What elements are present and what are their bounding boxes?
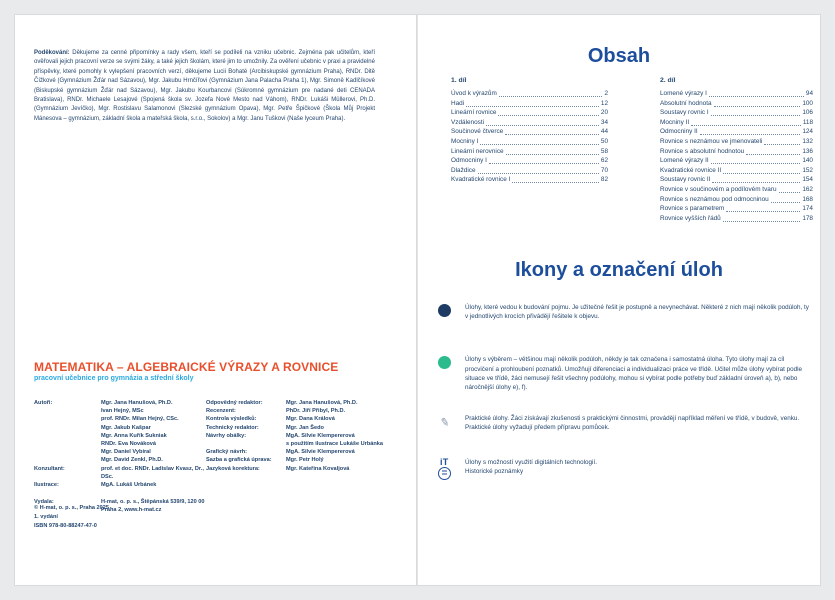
credit-label: Konzultant: — [34, 465, 65, 472]
credits-column-left — [34, 399, 206, 515]
credit-row — [34, 432, 206, 440]
toc-entry-page-number: 136 — [802, 147, 813, 155]
credit-row — [34, 448, 206, 456]
toc-dot-leader — [499, 96, 603, 97]
toc-column-1-title: 1. díl — [451, 77, 467, 84]
toc-entry — [451, 99, 608, 109]
toc-entry-label: Rovnice s parametrem — [660, 205, 725, 213]
icon-legend-row — [438, 458, 812, 467]
concept-task-circle-icon — [438, 304, 451, 317]
toc-entry-label: Mocniny I — [451, 137, 479, 145]
toc-entry-page-number: 124 — [802, 128, 813, 136]
toc-dot-leader — [764, 144, 800, 145]
icons-legend-list — [438, 303, 812, 480]
credits-column-right — [206, 399, 406, 473]
toc-entry-label: Rovnice s neznámou pod odmocninou — [660, 195, 769, 203]
credit-row — [34, 424, 206, 432]
history-scroll-icon: ≣ — [438, 467, 451, 480]
icon-legend-row — [438, 414, 812, 432]
toc-entry-page-number: 12 — [600, 99, 608, 107]
credit-label: Kontrola výsledků: — [206, 416, 257, 423]
toc-entry-label: Soustavy rovnic I — [660, 109, 709, 117]
page-right — [417, 14, 821, 586]
book-title: MATEMATIKA – ALGEBRAICKÉ VÝRAZY A ROVNICE — [34, 360, 339, 374]
toc-entry-label: Lineární rovnice — [451, 109, 497, 117]
credit-value: Mgr. Jana Hanušová, Ph.D. — [286, 400, 358, 406]
choice-task-circle-icon — [438, 356, 451, 369]
toc-dot-leader — [691, 125, 801, 126]
toc-entry-label: Mocniny II — [660, 118, 690, 126]
toc-entry-page-number: 70 — [600, 166, 608, 174]
credit-row — [206, 424, 406, 432]
toc-dot-leader — [480, 144, 599, 145]
credit-label — [34, 407, 101, 415]
toc-entry — [660, 137, 813, 147]
toc-entry-page-number: 50 — [600, 137, 608, 145]
toc-column-2 — [660, 77, 813, 223]
imprint-line: ISBN 978-80-88247-47-0 — [34, 523, 97, 529]
toc-entry-page-number: 34 — [600, 118, 608, 126]
toc-entry — [660, 195, 813, 205]
toc-entry-label: Rovnice vyšších řádů — [660, 214, 721, 222]
acknowledgment-label: Poděkování: — [34, 50, 70, 56]
toc-entry — [451, 166, 608, 176]
toc-dot-leader — [486, 125, 599, 126]
credit-label: Návrhy obálky: — [206, 432, 247, 439]
toc-entry-page-number: 118 — [802, 118, 813, 126]
icon-legend-text: Praktické úlohy. Žáci získávají zkušenosti s praktickými činnostmi, provádějí například měření ve třídě, v budově, venku. Praktické úlohy vyžadují předem přípravu pomůcek. — [465, 415, 800, 432]
credit-value: Mgr. Jan Šedo — [286, 424, 324, 431]
icon-cell — [438, 467, 465, 480]
icon-legend-row — [438, 303, 812, 321]
icon-legend-text: Úlohy s možností využití digitálních technologií. — [465, 458, 597, 466]
credit-value: Mgr. Jakub Kašpar — [101, 424, 151, 431]
credit-label — [34, 440, 101, 448]
toc-entry-page-number: 106 — [802, 109, 813, 117]
toc-entry-page-number: 2 — [604, 90, 608, 97]
credit-label: Vydala: — [34, 499, 54, 506]
toc-entry-label: Kvadratické rovnice II — [660, 166, 722, 174]
toc-entry-page-number: 132 — [802, 137, 813, 145]
toc-entry — [660, 175, 813, 185]
icon-legend-text: Historické poznámky — [465, 467, 524, 475]
credit-row — [206, 432, 406, 440]
credit-value: Ivan Hejný, MSc — [101, 408, 144, 415]
credit-label — [206, 440, 286, 448]
toc-entry — [660, 185, 813, 195]
credit-row — [34, 399, 206, 407]
credit-row — [206, 407, 406, 415]
toc-entry-page-number: 140 — [802, 157, 813, 165]
toc-entry — [660, 166, 813, 176]
credit-value: MgA. Silvie Klempererová — [286, 432, 355, 439]
credit-value: Mgr. Petr Holý — [286, 457, 324, 464]
toc-entry-label: Dlaždice — [451, 166, 476, 174]
credit-value: Mgr. Kateřina Kovaljová — [286, 465, 350, 472]
toc-dot-leader — [478, 173, 599, 174]
toc-dot-leader — [711, 163, 801, 164]
toc-entry — [451, 127, 608, 137]
book-subtitle: pracovní učebnice pro gymnázia a střední školy — [34, 375, 194, 382]
credit-label — [34, 415, 101, 423]
toc-entry — [660, 108, 813, 118]
imprint-block — [34, 504, 109, 531]
toc-entry-label: Lineární nerovnice — [451, 147, 504, 155]
toc-entry — [660, 127, 813, 137]
icon-cell — [438, 303, 465, 321]
toc-entry-page-number: 168 — [802, 195, 813, 203]
toc-column-2-title: 2. díl — [660, 77, 676, 84]
icon-legend-row — [438, 467, 812, 480]
toc-dot-leader — [505, 134, 599, 135]
toc-entry-label: Odmocniny II — [660, 128, 698, 136]
credit-row — [34, 407, 206, 415]
credits-left-rows — [34, 399, 206, 489]
credit-row — [206, 465, 406, 473]
toc-entry — [451, 156, 608, 166]
toc-dot-leader — [723, 173, 800, 174]
toc-dot-leader — [714, 106, 801, 107]
credit-value: s použitím ilustrace Lukáše Urbánka — [286, 441, 383, 448]
toc-entry-page-number: 178 — [802, 214, 813, 222]
credit-row — [206, 456, 406, 464]
page-left — [14, 14, 417, 586]
toc-dot-leader — [709, 96, 804, 97]
credit-value: PhDr. Jiří Přibyl, Ph.D. — [286, 408, 346, 415]
credit-value: MgA. Lukáš Urbánek — [101, 482, 157, 489]
credit-row — [206, 448, 406, 456]
imprint-line: © H-mat, o. p. s., Praha 2025 — [34, 505, 110, 511]
toc-entry-page-number: 152 — [802, 166, 813, 174]
credit-value: RNDr. Eva Nováková — [101, 441, 157, 448]
toc-entry-label: Rovnice s neznámou ve jmenovateli — [660, 137, 763, 145]
toc-entry-page-number: 62 — [600, 157, 608, 165]
credit-label: Sazba a grafická úprava: — [206, 457, 272, 464]
toc-entry — [660, 118, 813, 128]
icon-legend-text: Úlohy, které vedou k budování pojmu. Je užitečné řešit je postupně a nevynechávat. Některé z nich mají několik podúloh, ty v jednotlivých krocích přivádějí řešitele k objevu. — [465, 304, 809, 321]
toc-entry-page-number: 94 — [805, 90, 813, 97]
credit-value: H-mat, o. p. s., Štěpánská 539/9, 120 00 Praha 2, www.h-mat.cz — [101, 499, 205, 514]
toc-entry-label: Lomené výrazy II — [660, 157, 709, 165]
toc-entry — [451, 89, 608, 99]
icon-cell — [438, 458, 465, 467]
toc-column-1-entries — [451, 89, 608, 185]
toc-dot-leader — [466, 106, 599, 107]
credit-label: Odpovědný redaktor: — [206, 400, 263, 406]
toc-dot-leader — [723, 221, 801, 222]
toc-entry — [451, 118, 608, 128]
toc-entry-label: Lomené výrazy I — [660, 90, 707, 97]
credit-value: Mgr. Daniel Vybíral — [101, 449, 151, 456]
toc-entry-label: Součinové čtverce — [451, 128, 504, 136]
toc-entry-label: Vzdálenosti — [451, 118, 485, 126]
toc-entry — [451, 147, 608, 157]
toc-entry-page-number: 154 — [802, 176, 813, 184]
credit-value: Mgr. David Zenkl, Ph.D. — [101, 457, 163, 464]
toc-entry-label: Rovnice s absolutní hodnotou — [660, 147, 745, 155]
toc-entry-label: Odmocniny I — [451, 157, 487, 165]
toc-entry-label: Kvadratické rovnice I — [451, 176, 511, 184]
credit-row — [34, 456, 206, 464]
credit-value: prof. RNDr. Milan Hejný, CSc. — [101, 416, 179, 423]
credit-row — [34, 415, 206, 423]
credit-label: Jazyková korektura: — [206, 465, 260, 472]
toc-entry — [451, 175, 608, 185]
toc-dot-leader — [506, 154, 599, 155]
credit-label: Recenzent: — [206, 408, 236, 415]
acknowledgment-text: Děkujeme za cenné připomínky a rady všem, kteří se podíleli na vzniku učebnic. Zejména pak učitelům, kteří ověřovali jejich pracovní verze se svými žáky, a také jejich školám, které jim to umožnily. Za ověření učebnic v praxi a pravidelné příspěvky, které pomohly k vylepšení pracovních verzí, děkujeme Lucii Bohaté (Arcibiskupské gymnázium Praha), RNDr. Ditě Čížkové (Gymnázium Žďár nad Sázavou), Mgr. Jakubu Hrnčířovi (Gymnázium Jana Palacha Praha 1), Mgr. Simoně Kadlčíkové (Biskupské gymnázium Žďár nad Sázavou), Mgr. Jakubu Kourbancovi (Súkromné gymnázium pre nadané deti CENADA Bratislava), RNDr. Michaele Lesajové (Spojená škola sv. Jozefa Nové Mesto nad Váhom), RNDr. Lukáši Müllerovi, Ph.D. (Gymnázium Jevíčko), Mgr. Rostislavu Salamonovi (Slezské gymnázium Opava), Mgr. Petře Špičkové (Škola Můj Projekt Mánesova – gymnázium, základní škola a mateřská škola, s.r.o., Sokolov) a Mgr. Janu Tuškovi (Naše lyceum Praha). — [34, 50, 375, 122]
toc-entry-page-number: 20 — [600, 109, 608, 117]
toc-entry-label: Absolutní hodnota — [660, 99, 712, 107]
toc-entry-label: Soustavy rovnic II — [660, 176, 711, 184]
credit-value: MgA. Silvie Klempererová — [286, 449, 355, 456]
toc-dot-leader — [711, 115, 801, 116]
credit-row — [34, 465, 206, 481]
toc-entry-page-number: 58 — [600, 147, 608, 155]
credit-label — [34, 448, 101, 456]
book-spread — [14, 14, 821, 586]
toc-entry — [660, 147, 813, 157]
toc-entry-label: Rovnice v součinovém a podílovém tvaru — [660, 185, 777, 193]
toc-entry — [660, 99, 813, 109]
credit-row — [34, 481, 206, 489]
credit-label — [34, 432, 101, 440]
toc-dot-leader — [512, 182, 599, 183]
toc-heading: Obsah — [587, 45, 651, 67]
credit-label: Technický redaktor: — [206, 424, 259, 431]
toc-dot-leader — [771, 202, 801, 203]
credit-value: prof. et doc. RNDr. Ladislav Kvasz, Dr., DSc. — [101, 465, 204, 480]
credit-row — [206, 440, 406, 448]
toc-dot-leader — [700, 134, 801, 135]
credit-row — [34, 440, 206, 448]
credit-row — [206, 415, 406, 423]
digital-technology-icon: iT — [440, 456, 449, 467]
icon-legend-row — [438, 355, 812, 392]
credit-label — [34, 456, 101, 464]
toc-entry — [660, 204, 813, 214]
toc-entry — [660, 89, 813, 99]
toc-entry — [660, 156, 813, 166]
acknowledgment-paragraph — [34, 49, 375, 124]
toc-dot-leader — [779, 192, 801, 193]
imprint-line: 1. vydání — [34, 514, 58, 520]
toc-entry-page-number: 174 — [802, 205, 813, 213]
toc-entry-page-number: 82 — [600, 176, 608, 184]
toc-entry-label: Hadi — [451, 99, 465, 107]
credit-label: Grafický návrh: — [206, 449, 248, 456]
icon-legend-text: Úlohy s výběrem – většinou mají několik podúloh, někdy je tak označena i samostatná úloha. Tyto úlohy mají za cíl procvičení a prohloubení poznatků. Umožňují diferenciaci a individualizaci práce ve třídě. Učitel může úlohy vybírat podle situace ve třídě, žáci nemusejí řešit všechny podúlohy, mohou si vybírat podle potřeby buď základní úroveň a), b), nebo náročnější úlohy e), f). — [465, 356, 803, 392]
credit-label — [34, 424, 101, 432]
toc-entry — [660, 214, 813, 224]
credit-value: Mgr. Jana Hanušová, Ph.D. — [101, 400, 173, 406]
toc-entry — [451, 108, 608, 118]
toc-entry — [451, 137, 608, 147]
toc-dot-leader — [712, 182, 800, 183]
toc-entry-label: Úvod k výrazům — [451, 90, 497, 97]
toc-entry-page-number: 162 — [802, 185, 813, 193]
toc-dot-leader — [746, 154, 800, 155]
credit-label: Ilustrace: — [34, 482, 59, 489]
credit-value: Mgr. Dana Králová — [286, 416, 335, 423]
credit-row — [206, 399, 406, 407]
credit-label: Autoři: — [34, 400, 53, 406]
toc-dot-leader — [726, 211, 800, 212]
toc-column-1 — [451, 77, 608, 185]
icon-cell — [438, 414, 465, 432]
toc-column-2-entries — [660, 89, 813, 223]
icons-section-heading: Ikony a označení úloh — [515, 259, 723, 281]
credit-value: Mgr. Anna Kuřík Sukniak — [101, 432, 167, 439]
icon-cell — [438, 355, 465, 392]
toc-dot-leader — [489, 163, 599, 164]
toc-entry-page-number: 100 — [802, 99, 813, 107]
toc-entry-page-number: 44 — [600, 128, 608, 136]
toc-dot-leader — [498, 115, 598, 116]
pencil-icon: ✎ — [439, 416, 451, 430]
